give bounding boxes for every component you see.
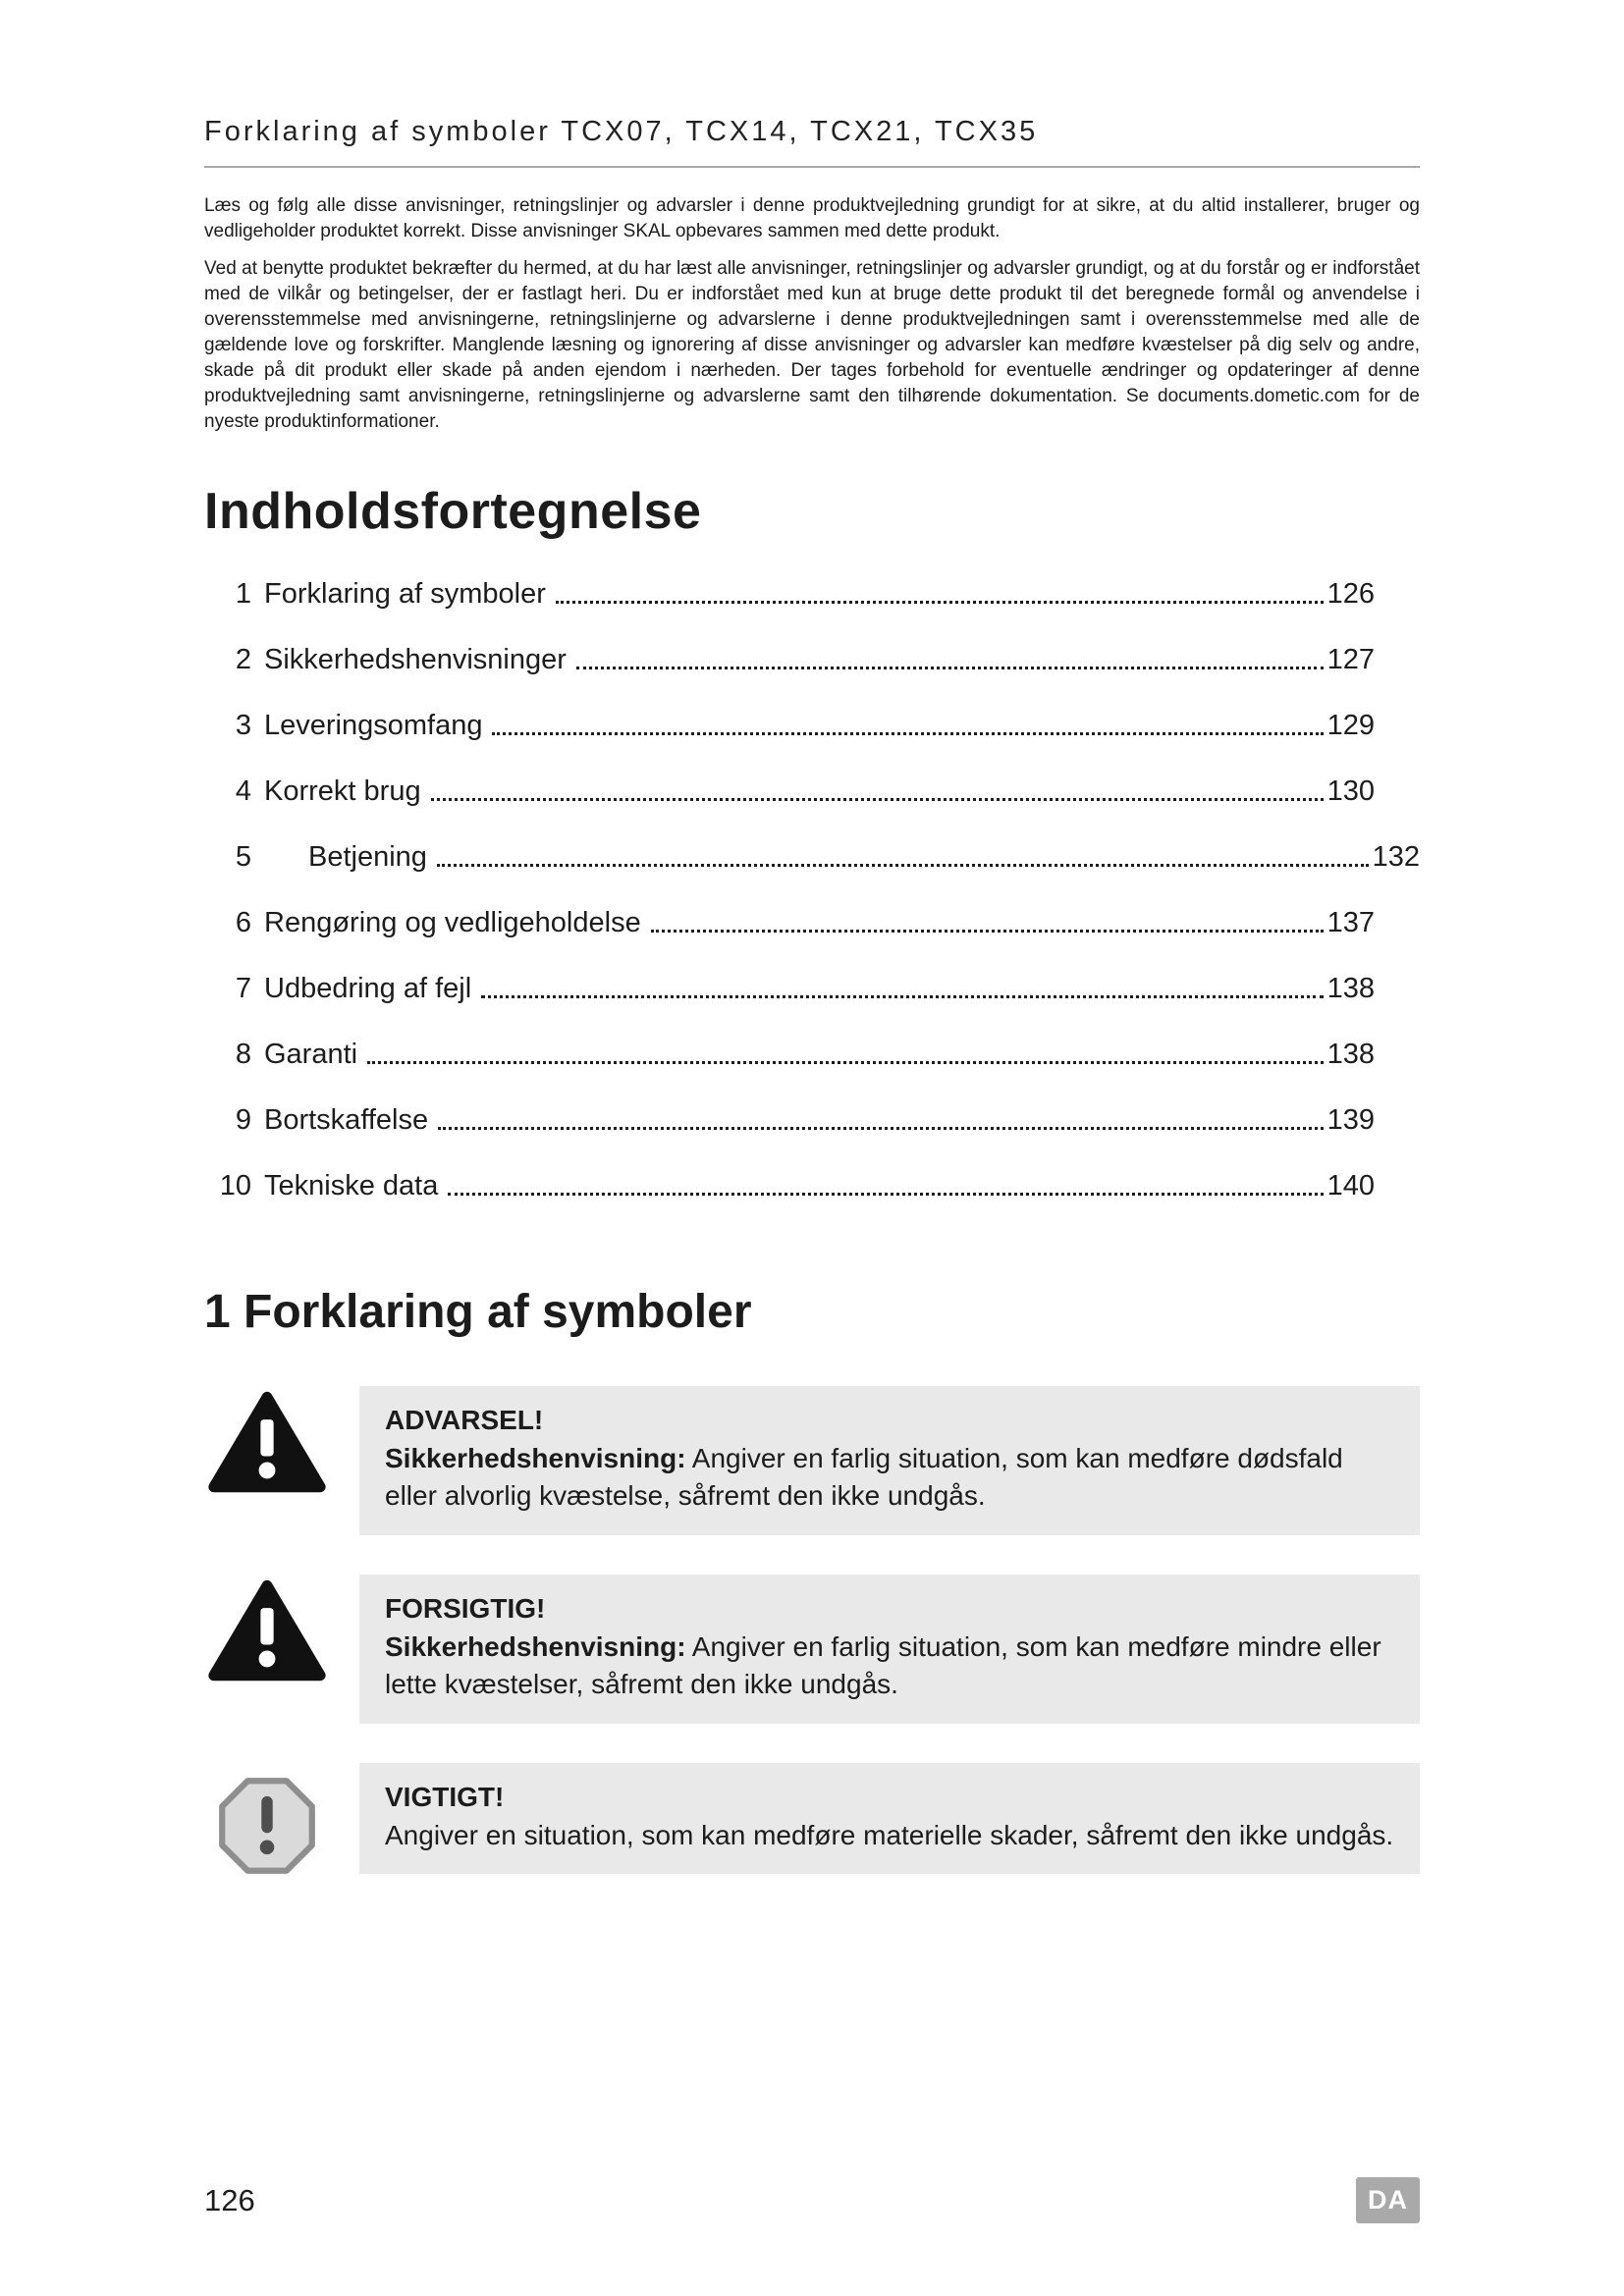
page-footer: [204, 2177, 1420, 2223]
warning-box: [359, 1386, 1420, 1535]
warning-text: [385, 1817, 1394, 1855]
language-badge: DA: [1356, 2177, 1420, 2223]
page-header-title: Forklaring af symboler TCX07, TCX14, TCX21, TCX35: [204, 116, 1420, 168]
toc-number: 8: [235, 1039, 251, 1071]
dot-leader: [576, 667, 1324, 669]
toc-row: [204, 644, 1375, 676]
warning-description: Angiver en farlig situation, som kan medføre mindre eller lette kvæstelser, såfremt den ikke undgås.: [385, 1630, 1381, 1700]
toc-row: [204, 1104, 1375, 1137]
toc-number: 7: [235, 973, 251, 1005]
warning-title: VIGTIGT!: [385, 1781, 505, 1812]
warning-block-forsigtig: [204, 1575, 1420, 1724]
toc-label: Korrekt brug: [264, 775, 421, 808]
toc-list: [204, 578, 1420, 1202]
section-title: 1 Forklaring af symboler: [204, 1286, 752, 1339]
toc-page-number: 137: [1326, 907, 1375, 939]
dot-leader: [651, 930, 1324, 933]
dot-leader: [431, 798, 1324, 801]
toc-row: [204, 841, 1420, 874]
toc-number: 2: [235, 644, 251, 676]
warning-box: [359, 1575, 1420, 1724]
toc-page-number: 126: [1326, 578, 1375, 611]
footer-page-number: 126: [204, 2182, 255, 2217]
intro-paragraph-2: Ved at benytte produktet bekræfter du hermed, at du har læst alle anvisninger, retningslinjer og advarsler grundigt, og at du forstår og er indforstået med de vilkår og betingelser, der er fastlagt heri. Du er indforstået med kun at bruge dette produkt til det beregnede formål og anvendelse i overensstemmelse med anvisningerne, retningslinjerne og advarslerne i denne produktvejledningen samt i overensstemmelse med alle de gældende love og forskrifter. Manglende læsning og ignorering af disse anvisninger og advarsler kan medføre kvæstelser på dig selv og andre, skade på dit produkt eller skade på anden ejendom i nærheden. Der tages forbehold for eventuelle ændringer og opdateringer af denne produktvejledning samt anvisningerne, retningslinjerne og advarslerne samt den tilhørende dokumentation. Se documents.dometic.com for de nyeste produktinformationer.: [204, 258, 1420, 433]
warning-block-vigtigt: [204, 1763, 1420, 1877]
warning-lead: Sikkerhedshenvisning:: [385, 1630, 686, 1662]
intro-section: [204, 193, 1420, 435]
toc-page-number: 129: [1326, 710, 1375, 742]
toc-page-number: 132: [1372, 841, 1420, 874]
intro-paragraph-1: Læs og følg alle disse anvisninger, retningslinjer og advarsler i denne produktvejledning grundigt for at sikre, at du altid installerer, bruger og vedligeholder produktet korrekt. Disse anvisninger SKAL opbevares sammen med dette produkt.: [204, 195, 1420, 242]
toc-page-number: 140: [1326, 1170, 1375, 1202]
toc-number: 5: [235, 841, 251, 874]
toc-row: [204, 578, 1375, 611]
dot-leader: [481, 995, 1323, 998]
toc-page-number: 138: [1326, 973, 1375, 1005]
toc-row: [204, 1039, 1375, 1071]
warning-text: [385, 1629, 1394, 1704]
toc-number: 10: [219, 1170, 251, 1202]
dot-leader: [367, 1061, 1324, 1064]
warning-text: [385, 1440, 1394, 1516]
toc-page-number: 130: [1326, 775, 1375, 808]
page-header: [204, 0, 1420, 168]
dot-leader: [556, 601, 1324, 604]
warning-title: ADVARSEL!: [385, 1405, 544, 1436]
toc-label: Tekniske data: [264, 1170, 439, 1202]
warning-list: [204, 1386, 1420, 1877]
toc-row: [204, 710, 1375, 742]
dot-leader: [438, 1127, 1324, 1130]
toc-label: Garanti: [264, 1039, 358, 1071]
warning-description: Angiver en situation, som kan medføre materielle skader, såfremt den ikke undgås.: [385, 1819, 1394, 1850]
toc-label: Bortskaffelse: [264, 1104, 429, 1137]
toc-label: Leveringsomfang: [264, 710, 483, 742]
toc-page-number: 139: [1326, 1104, 1375, 1137]
warning-description: Angiver en farlig situation, som kan medføre dødsfald eller alvorlig kvæstelse, såfremt den ikke undgås.: [385, 1442, 1343, 1512]
toc-number: 9: [235, 1104, 251, 1137]
toc-label: Forklaring af symboler: [264, 578, 546, 611]
page-content: [204, 0, 1420, 1877]
toc-label: Betjening: [308, 841, 427, 874]
warning-triangle-icon: [204, 1386, 330, 1494]
warning-title: FORSIGTIG!: [385, 1593, 546, 1625]
toc-row: [204, 775, 1375, 808]
toc-number: 3: [235, 710, 251, 742]
dot-leader: [492, 732, 1323, 735]
toc-label: Sikkerhedshenvisninger: [264, 644, 567, 676]
toc-number: 4: [235, 775, 251, 808]
warning-triangle-icon: [204, 1575, 330, 1682]
toc-number: 6: [235, 907, 251, 939]
toc-page-number: 127: [1326, 644, 1375, 676]
toc-title: Indholdsfortegnelse: [204, 483, 702, 541]
toc-row: [204, 1170, 1375, 1202]
toc-row: [204, 907, 1375, 939]
toc-label: Udbedring af fejl: [264, 973, 472, 1005]
warning-box: [359, 1763, 1420, 1874]
toc-label: Rengøring og vedligeholdelse: [264, 907, 641, 939]
dot-leader: [437, 864, 1369, 867]
warning-block-advarsel: [204, 1386, 1420, 1535]
important-octagon-icon: [204, 1763, 330, 1877]
toc-number: 1: [235, 578, 251, 611]
dot-leader: [448, 1193, 1323, 1196]
toc-row: [204, 973, 1375, 1005]
warning-lead: Sikkerhedshenvisning:: [385, 1442, 686, 1473]
toc-page-number: 138: [1326, 1039, 1375, 1071]
